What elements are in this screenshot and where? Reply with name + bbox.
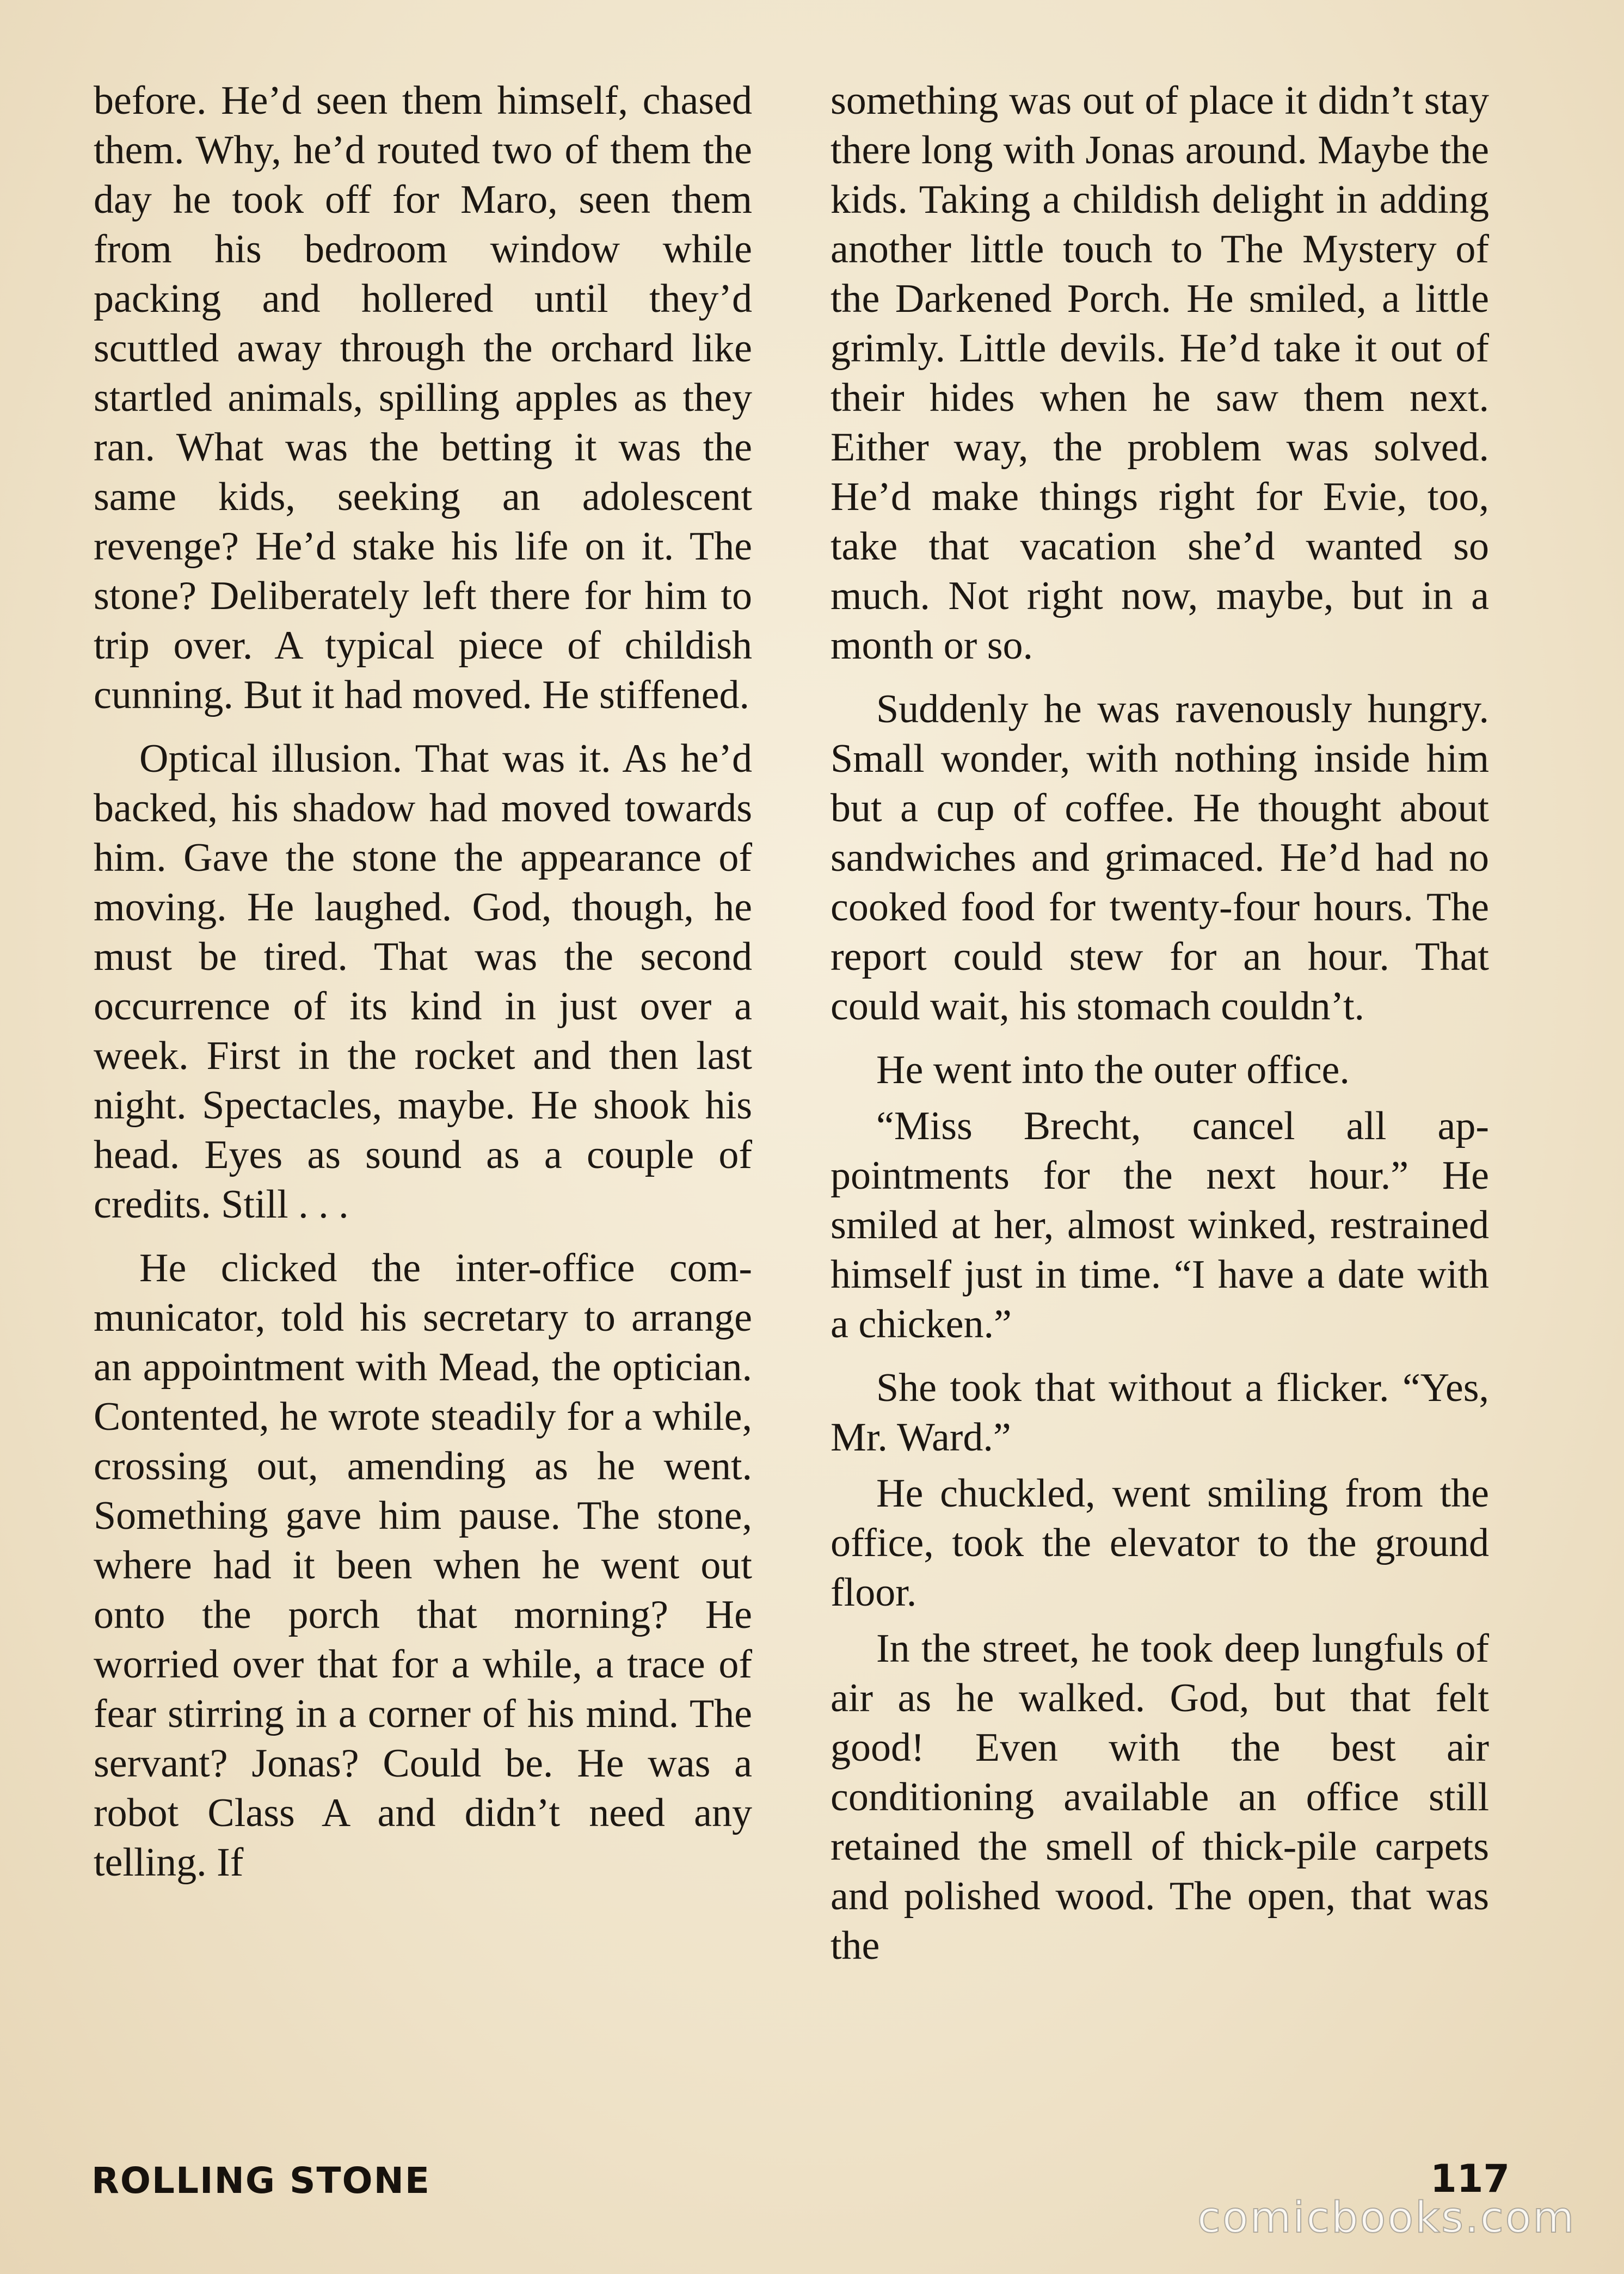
paragraph: something was out of place it didn’t stay there long with Jonas around. Maybe the kids. Taking a childish delight in adding another little touch to The Mystery of the Darkened Porch. He smiled, a little grimly. Little devils. He’d take it out of their hides when he saw them next. Either way, the problem was solved. He’d make things right for Evie, too, take that vacation she’d wanted so much. Not right now, maybe, but in a month or so. — [831, 78, 1489, 668]
running-footer-title: ROLLING STONE — [91, 2160, 430, 2202]
right-text-column — [831, 76, 1489, 1985]
paragraph: He went into the outer office. — [876, 1048, 1350, 1092]
paragraph: Suddenly he was ravenously hungry. Small wonder, with nothing inside him but a cup of coffee. He thought about sandwiches and grimaced. He’d had no cooked food for twenty-four hours. The report could stew for an hour. That could wait, his stomach couldn’t. — [831, 687, 1489, 1029]
paragraph: before. He’d seen them himself, chased them. Why, he’d routed two of them the day he took off for Maro, seen them from his bedroom window while packing and hollered until they’d scuttled away through the orchard like startled animals, spilling apples as they ran. What was the betting it was the same kids, seeking an adolescent revenge? He’d stake his life on it. The stone? Deliberately left there for him to trip over. A typical piece of childish cunning. But it had moved. He stiffened. — [94, 78, 752, 717]
paragraph: Optical illusion. That was it. As he’d backed, his shadow had moved towards him. Gave the stone the appearance of moving. He laughed. God, though, he must be tired. That was the second occurrence of its kind in just over a week. First in the rocket and then last night. Spectacles, maybe. He shook his head. Eyes as sound as a couple of credits. Still . . . — [94, 736, 752, 1227]
site-watermark: comicbooks.com — [1197, 2193, 1576, 2242]
paragraph: In the street, he took deep lungfuls of air as he walked. God, but that felt good! Even with the best air conditioning available an office still retained the smell of thick-pile carpets and polished wood. The open, that was the — [831, 1626, 1489, 1968]
paragraph: He chuckled, went smiling from the office, took the elevator to the ground floor. — [831, 1471, 1489, 1615]
paragraph: He clicked the inter-office communicator, told his secretary to arrange an appointment with Mead, the optician. Contented, he wrote steadily for a while, crossing out, amending as he went. Something gave him pause. The stone, where had it been when he went out onto the porch that morning? He worried over that for a while, a trace of fear stirring in a corner of his mind. The servant? Jonas? Could be. He was a robot Class A and didn’t need any telling. If — [94, 1246, 752, 1885]
paragraph: “Miss Brecht, cancel all appointments for the next hour.” He smiled at her, almost winked, restrained himself just in time. “I have a date with a chicken.” — [831, 1104, 1489, 1347]
paragraph: She took that without a flicker. “Yes, Mr. Ward.” — [831, 1366, 1489, 1460]
left-text-column — [94, 76, 752, 1902]
page-number: 117 — [1430, 2156, 1510, 2201]
